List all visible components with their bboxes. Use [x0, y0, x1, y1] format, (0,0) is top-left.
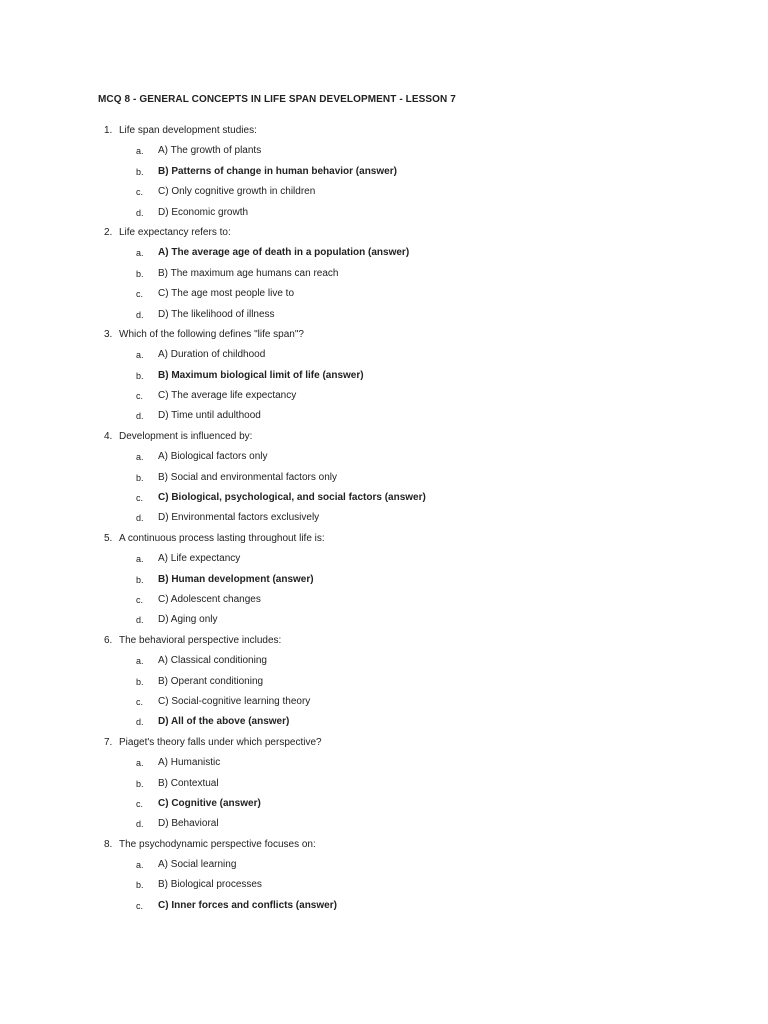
option-letter: a. — [136, 758, 144, 769]
option-text: D) Aging only — [158, 614, 218, 626]
option-letter: b. — [136, 880, 144, 891]
answer-option — [0, 488, 768, 508]
question-number: 4. — [104, 430, 113, 442]
option-item — [0, 468, 768, 488]
answer-option — [0, 896, 768, 916]
option-item — [0, 182, 768, 202]
option-text: C) The age most people live to — [158, 288, 295, 300]
question-list — [0, 121, 768, 916]
option-item — [0, 386, 768, 406]
option-text: C) Only cognitive growth in children — [158, 186, 316, 198]
question-text: Development is influenced by: — [119, 430, 253, 442]
option-text: D) All of the above (answer) — [158, 716, 290, 728]
question-item — [0, 325, 768, 345]
option-letter: a. — [136, 860, 144, 871]
option-text: C) Social-cognitive learning theory — [158, 695, 311, 707]
option-item — [0, 651, 768, 671]
option-text: D) Economic growth — [158, 206, 249, 218]
option-text: B) Contextual — [158, 777, 219, 789]
option-text: C) The average life expectancy — [158, 390, 297, 402]
option-item — [0, 406, 768, 426]
option-text: D) Environmental factors exclusively — [158, 512, 320, 524]
question-item — [0, 121, 768, 141]
option-text: B) Social and environmental factors only — [158, 471, 337, 483]
document-title: MCQ 8 - GENERAL CONCEPTS IN LIFE SPAN DEVELOPMENT - LESSON 7 — [98, 94, 456, 105]
option-item — [0, 203, 768, 223]
option-letter: d. — [136, 411, 144, 422]
question-text: The psychodynamic perspective focuses on: — [119, 838, 316, 850]
option-item — [0, 672, 768, 692]
answer-option — [0, 243, 768, 263]
question-text: Life expectancy refers to: — [119, 226, 231, 238]
option-letter: b. — [136, 370, 144, 381]
option-text: A) Classical conditioning — [158, 655, 267, 667]
question-number: 3. — [104, 328, 113, 340]
answer-option — [0, 570, 768, 590]
question-number: 7. — [104, 736, 113, 748]
option-item — [0, 692, 768, 712]
option-text: D) The likelihood of illness — [158, 308, 275, 320]
option-item — [0, 855, 768, 875]
option-item — [0, 284, 768, 304]
option-letter: b. — [136, 268, 144, 279]
question-item — [0, 835, 768, 855]
option-text: A) Social learning — [158, 859, 237, 871]
option-letter: c. — [136, 289, 144, 300]
question-text: Life span development studies: — [119, 125, 257, 136]
question-item — [0, 631, 768, 651]
option-text: C) Biological, psychological, and social factors (answer) — [158, 492, 426, 504]
option-text: A) The average age of death in a population (answer) — [158, 247, 410, 259]
option-letter: b. — [136, 778, 144, 789]
option-item — [0, 305, 768, 325]
answer-option — [0, 794, 768, 814]
option-letter: a. — [136, 452, 144, 463]
option-letter: d. — [136, 513, 144, 524]
option-letter: a. — [136, 350, 144, 361]
question-text: A continuous process lasting throughout life is: — [119, 532, 325, 544]
option-text: C) Cognitive (answer) — [158, 797, 261, 809]
option-item — [0, 610, 768, 630]
option-letter: a. — [136, 146, 144, 157]
option-letter: d. — [136, 309, 144, 320]
question-item — [0, 223, 768, 243]
option-letter: c. — [136, 391, 144, 402]
option-item — [0, 264, 768, 284]
question-item — [0, 529, 768, 549]
option-letter: c. — [136, 493, 144, 504]
option-text: A) The growth of plants — [158, 145, 262, 157]
question-number: 5. — [104, 532, 113, 544]
question-number: 2. — [104, 226, 113, 238]
option-letter: d. — [136, 207, 144, 218]
option-item — [0, 753, 768, 773]
option-letter: c. — [136, 594, 144, 605]
option-letter: c. — [136, 696, 144, 707]
option-text: B) Operant conditioning — [158, 675, 264, 687]
option-item — [0, 549, 768, 569]
option-letter: c. — [136, 798, 144, 809]
question-text: Piaget's theory falls under which perspective? — [119, 736, 322, 748]
option-letter: a. — [136, 248, 144, 259]
option-item — [0, 345, 768, 365]
option-text: C) Inner forces and conflicts (answer) — [158, 899, 337, 911]
option-text: B) Maximum biological limit of life (answer) — [158, 369, 364, 381]
option-text: A) Biological factors only — [158, 451, 268, 463]
answer-option — [0, 162, 768, 182]
question-text: The behavioral perspective includes: — [119, 634, 282, 646]
option-text: B) The maximum age humans can reach — [158, 267, 339, 279]
question-number: 8. — [104, 838, 113, 850]
option-text: B) Patterns of change in human behavior (answer) — [158, 165, 397, 177]
option-item — [0, 814, 768, 834]
option-letter: d. — [136, 819, 144, 830]
option-text: A) Humanistic — [158, 757, 221, 769]
answer-option — [0, 366, 768, 386]
option-item — [0, 590, 768, 610]
question-number: 6. — [104, 634, 113, 646]
question-item — [0, 733, 768, 753]
option-text: B) Biological processes — [158, 879, 262, 891]
option-text: A) Duration of childhood — [158, 349, 266, 361]
option-text: D) Behavioral — [158, 818, 219, 830]
option-letter: b. — [136, 676, 144, 687]
option-item — [0, 875, 768, 895]
option-item — [0, 774, 768, 794]
option-letter: b. — [136, 166, 144, 177]
option-letter: a. — [136, 554, 144, 565]
option-item — [0, 508, 768, 528]
option-item — [0, 141, 768, 161]
option-letter: d. — [136, 615, 144, 626]
option-letter: a. — [136, 656, 144, 667]
option-text: D) Time until adulthood — [158, 410, 261, 422]
question-number: 1. — [104, 125, 113, 136]
option-text: B) Human development (answer) — [158, 573, 314, 585]
answer-option — [0, 712, 768, 732]
option-letter: c. — [136, 187, 144, 198]
option-item — [0, 447, 768, 467]
option-letter: b. — [136, 472, 144, 483]
option-letter: b. — [136, 574, 144, 585]
question-text: Which of the following defines "life span"? — [119, 328, 304, 340]
option-text: C) Adolescent changes — [158, 593, 261, 605]
option-letter: d. — [136, 717, 144, 728]
question-item — [0, 427, 768, 447]
option-letter: c. — [136, 900, 144, 911]
option-text: A) Life expectancy — [158, 553, 241, 565]
